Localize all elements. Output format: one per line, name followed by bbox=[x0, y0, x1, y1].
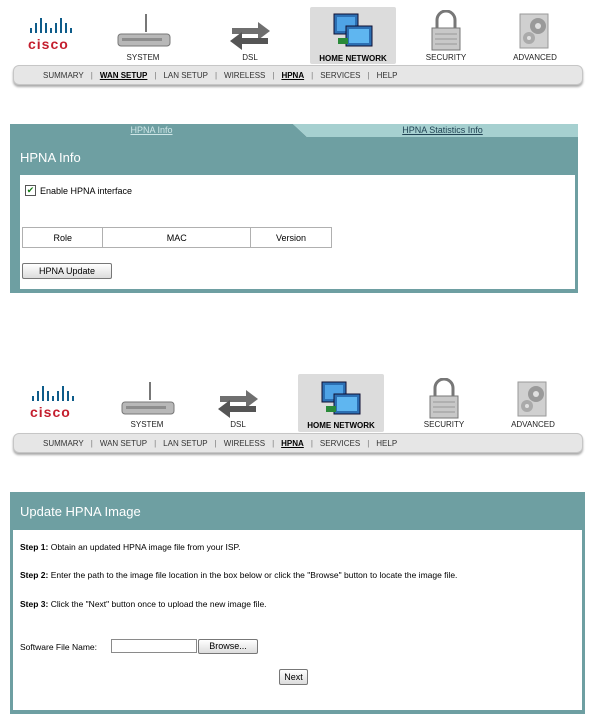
subnav: SUMMARY | WAN SETUP | LAN SETUP | WIRELESS | HPNA | SERVICES | HELP bbox=[13, 65, 583, 85]
subnav-wireless[interactable]: WIRELESS bbox=[223, 438, 266, 448]
tab-hpna-statistics[interactable]: HPNA Statistics Info bbox=[307, 124, 578, 137]
table-header-row bbox=[23, 228, 332, 248]
panel-title: HPNA Info bbox=[20, 150, 81, 165]
tab-divider bbox=[293, 124, 307, 137]
router-icon bbox=[114, 12, 172, 52]
hpna-table bbox=[22, 227, 332, 248]
panel-body bbox=[20, 175, 575, 289]
browse-button[interactable]: Browse... bbox=[198, 639, 258, 654]
subnav-wan-setup[interactable]: WAN SETUP bbox=[99, 70, 148, 80]
tab-bar bbox=[10, 124, 578, 137]
enable-hpna-label: Enable HPNA interface bbox=[40, 185, 133, 196]
subnav-hpna[interactable]: HPNA bbox=[281, 70, 305, 80]
col-version: Version bbox=[251, 228, 332, 248]
hpna-update-button[interactable]: HPNA Update bbox=[22, 263, 112, 279]
subnav-services[interactable]: SERVICES bbox=[320, 70, 361, 80]
subnav-services[interactable]: SERVICES bbox=[319, 438, 361, 448]
hpna-info-panel bbox=[10, 137, 578, 293]
gears-icon bbox=[514, 380, 552, 420]
lock-icon bbox=[430, 10, 462, 52]
subnav-hpna[interactable]: HPNA bbox=[281, 438, 304, 448]
cisco-logo: cisco bbox=[28, 17, 98, 57]
computers-icon bbox=[332, 12, 374, 50]
nav-system[interactable]: SYSTEM bbox=[110, 378, 184, 432]
subnav-help[interactable]: HELP bbox=[376, 70, 398, 80]
tab-hpna-info[interactable]: HPNA Info bbox=[10, 124, 293, 137]
nav-advanced[interactable]: ADVANCED bbox=[504, 378, 562, 432]
enable-hpna-checkbox[interactable]: ✔ bbox=[26, 185, 35, 195]
nav-advanced[interactable]: ADVANCED bbox=[506, 10, 564, 64]
subnav-help[interactable]: HELP bbox=[376, 438, 398, 448]
nav-home-network[interactable]: HOME NETWORK bbox=[310, 7, 396, 64]
subnav-wan-setup[interactable]: WAN SETUP bbox=[99, 438, 148, 448]
step-1: Step 1: Obtain an updated HPNA image file from your ISP. bbox=[20, 542, 241, 552]
nav-security[interactable]: SECURITY bbox=[416, 378, 472, 432]
software-file-input[interactable] bbox=[111, 639, 197, 653]
step-3: Step 3: Click the "Next" button once to upload the new image file. bbox=[20, 599, 267, 609]
col-role: Role bbox=[23, 228, 103, 248]
nav-security[interactable]: SECURITY bbox=[418, 10, 474, 64]
subnav: SUMMARY | WAN SETUP | LAN SETUP | WIRELESS | HPNA | SERVICES | HELP bbox=[13, 433, 583, 453]
file-name-label: Software File Name: bbox=[20, 642, 97, 652]
nav-dsl[interactable]: DSL bbox=[218, 10, 282, 64]
nav-dsl[interactable]: DSL bbox=[206, 378, 270, 432]
lock-icon bbox=[428, 378, 460, 420]
router-icon bbox=[118, 380, 176, 420]
subnav-wireless[interactable]: WIRELESS bbox=[224, 70, 266, 80]
subnav-summary[interactable]: SUMMARY bbox=[43, 438, 84, 448]
subnav-lan-setup[interactable]: LAN SETUP bbox=[163, 438, 208, 448]
enable-row bbox=[25, 185, 132, 196]
next-button[interactable]: Next bbox=[279, 669, 308, 685]
cisco-logo: cisco bbox=[30, 385, 100, 425]
computers-icon bbox=[320, 380, 362, 418]
nav-system[interactable]: SYSTEM bbox=[106, 10, 180, 64]
panel-title: Update HPNA Image bbox=[20, 504, 141, 519]
subnav-lan-setup[interactable]: LAN SETUP bbox=[163, 70, 208, 80]
subnav-summary[interactable]: SUMMARY bbox=[43, 70, 84, 80]
arrows-icon bbox=[228, 18, 272, 52]
step-2: Step 2: Enter the path to the image file location in the box below or click the "Browse" button to locate the image file. bbox=[20, 570, 458, 580]
gears-icon bbox=[516, 12, 554, 52]
nav-home-network[interactable]: HOME NETWORK bbox=[298, 374, 384, 432]
col-mac: MAC bbox=[103, 228, 251, 248]
arrows-icon bbox=[216, 386, 260, 420]
